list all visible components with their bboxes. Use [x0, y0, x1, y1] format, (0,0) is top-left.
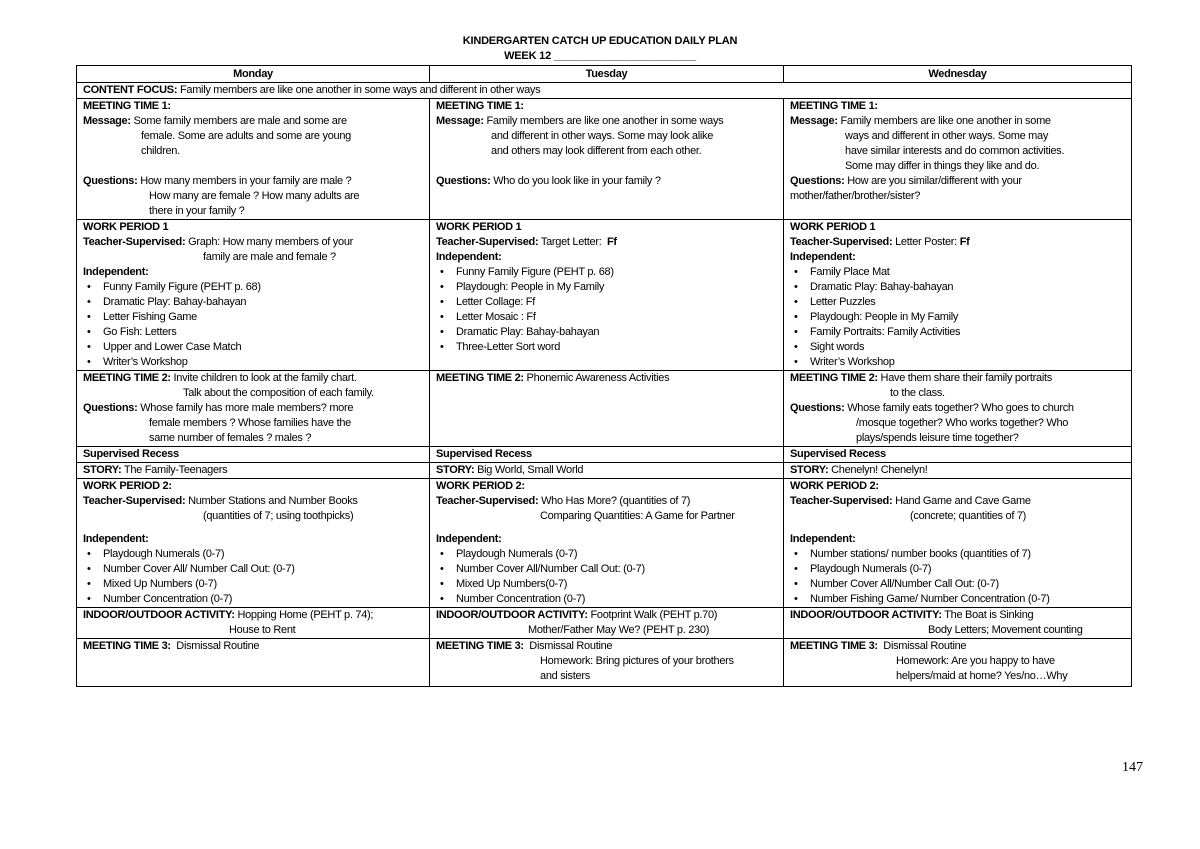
- story-monday: [77, 463, 430, 479]
- section-label: MEETING TIME 3:: [83, 640, 171, 652]
- story-title: The Family-Teenagers: [123, 464, 228, 476]
- activity-text: The Boat is Sinking: [944, 609, 1034, 621]
- independent-label: Independent:: [790, 533, 856, 545]
- work-2-wednesday: [784, 479, 1132, 608]
- question-text: How are you similar/different with your: [847, 175, 1022, 187]
- meeting-text: and sisters: [540, 670, 590, 682]
- questions-label: Questions:: [790, 175, 845, 187]
- question-text: mother/father/brother/sister?: [790, 190, 921, 202]
- section-label: MEETING TIME 3:: [436, 640, 524, 652]
- list-item: • Writer’s Workshop: [790, 355, 1125, 370]
- message-text: Family members are like one another in some: [840, 115, 1051, 127]
- meeting-1-wednesday: [784, 99, 1132, 220]
- list-item: • Letter Collage: Ff: [436, 295, 777, 310]
- question-text: female members ? Whose families have the: [149, 417, 351, 429]
- message-label: Message:: [436, 115, 484, 127]
- section-label: MEETING TIME 3:: [790, 640, 878, 652]
- target-letter: Ff: [959, 236, 970, 248]
- activity-text: Body Letters; Movement counting: [928, 624, 1083, 636]
- questions-label: Questions:: [83, 402, 138, 414]
- list-item: • Playdough Numerals (0-7): [436, 547, 777, 562]
- section-label: MEETING TIME 1:: [790, 100, 878, 112]
- question-text: plays/spends leisure time together?: [856, 432, 1019, 444]
- activity-text: Mother/Father May We? (PEHT p. 230): [528, 624, 710, 636]
- question-text: /mosque together? Who works together? Who: [856, 417, 1069, 429]
- list-item: • Upper and Lower Case Match: [83, 340, 423, 355]
- section-label: WORK PERIOD 2:: [436, 480, 525, 492]
- list-item: • Mixed Up Numbers (0-7): [83, 577, 423, 592]
- meeting-3-monday: [77, 639, 430, 687]
- day-header-row: [77, 66, 1132, 83]
- story-title: Big World, Small World: [477, 464, 584, 476]
- activity-text: Footprint Walk (PEHT p.70): [590, 609, 718, 621]
- story-wednesday: [784, 463, 1132, 479]
- activity-label: INDOOR/OUTDOOR ACTIVITY:: [436, 609, 588, 621]
- section-label: MEETING TIME 2:: [790, 372, 878, 384]
- list-item: • Letter Mosaic : Ff: [436, 310, 777, 325]
- list-item: • Number Cover All/ Number Call Out: (0-7): [83, 562, 423, 577]
- column-header-monday: Monday: [77, 66, 430, 83]
- indoor-tuesday: [430, 608, 784, 639]
- activity-label: INDOOR/OUTDOOR ACTIVITY:: [790, 609, 942, 621]
- daily-plan-table: [76, 65, 1132, 687]
- activity-label: INDOOR/OUTDOOR ACTIVITY:: [83, 609, 235, 621]
- list-item: • Number stations/ number books (quantities of 7): [790, 547, 1125, 562]
- meeting-2-wednesday: [784, 371, 1132, 447]
- content-focus-text: Family members are like one another in some ways and different in other ways: [179, 84, 541, 96]
- meeting-text: Invite children to look at the family chart.: [173, 372, 357, 384]
- teacher-supervised-text: Comparing Quantities: A Game for Partner: [540, 510, 735, 522]
- question-text: Whose family eats together? Who goes to church: [847, 402, 1074, 414]
- section-label: WORK PERIOD 1: [790, 221, 876, 233]
- teacher-supervised-label: Teacher-Supervised:: [436, 236, 539, 248]
- section-label: MEETING TIME 2:: [436, 372, 524, 384]
- message-label: Message:: [790, 115, 838, 127]
- story-row: [77, 463, 1132, 479]
- meeting-text: Dismissal Routine: [176, 640, 260, 652]
- list-item: • Writer’s Workshop: [83, 355, 423, 370]
- teacher-supervised-text: (concrete; quantities of 7): [910, 510, 1027, 522]
- message-text: have similar interests and do common activities.: [845, 145, 1065, 157]
- work-2-tuesday: [430, 479, 784, 608]
- teacher-supervised-label: Teacher-Supervised:: [436, 495, 539, 507]
- teacher-supervised-label: Teacher-Supervised:: [83, 495, 186, 507]
- section-label: MEETING TIME 2:: [83, 372, 171, 384]
- message-text: children.: [141, 145, 180, 157]
- section-label: WORK PERIOD 2:: [790, 480, 879, 492]
- meeting-2-tuesday: [430, 371, 784, 447]
- work-2-monday: [77, 479, 430, 608]
- plan-title: KINDERGARTEN CATCH UP EDUCATION DAILY PLAN: [462, 35, 738, 47]
- message-text: female. Some are adults and some are young: [141, 130, 351, 142]
- list-item: • Dramatic Play: Bahay-bahayan: [83, 295, 423, 310]
- content-focus-row: [77, 83, 1132, 99]
- teacher-supervised-text: Number Stations and Number Books: [188, 495, 358, 507]
- story-label: STORY:: [790, 464, 829, 476]
- questions-label: Questions:: [436, 175, 491, 187]
- story-title: Chenelyn! Chenelyn!: [831, 464, 928, 476]
- activity-text: Hopping Home (PEHT p. 74);: [237, 609, 374, 621]
- message-text: and different in other ways. Some may look alike: [491, 130, 714, 142]
- message-text: and others may look different from each other.: [491, 145, 702, 157]
- teacher-supervised-text: family are male and female ?: [203, 251, 336, 263]
- meeting-text: Phonemic Awareness Activities: [526, 372, 670, 384]
- meeting-3-tuesday: [430, 639, 784, 687]
- independent-label: Independent:: [436, 533, 502, 545]
- list-item: • Family Place Mat: [790, 265, 1125, 280]
- list-item: • Dramatic Play: Bahay-bahayan: [436, 325, 777, 340]
- section-label: WORK PERIOD 1: [83, 221, 169, 233]
- work-1-wednesday: [784, 220, 1132, 371]
- question-text: How many are female ? How many adults are: [149, 190, 360, 202]
- section-label: MEETING TIME 1:: [83, 100, 171, 112]
- recess-tuesday: Supervised Recess: [430, 447, 784, 463]
- message-text: Family members are like one another in some ways: [486, 115, 724, 127]
- teacher-supervised-label: Teacher-Supervised:: [790, 236, 893, 248]
- column-header-tuesday: Tuesday: [430, 66, 784, 83]
- meeting-time-1-row: [77, 99, 1132, 220]
- list-item: • Family Portraits: Family Activities: [790, 325, 1125, 340]
- meeting-text: Dismissal Routine: [529, 640, 613, 652]
- independent-list: [790, 265, 1125, 370]
- list-item: • Number Concentration (0-7): [436, 592, 777, 607]
- message-label: Message:: [83, 115, 131, 127]
- list-item: • Letter Puzzles: [790, 295, 1125, 310]
- independent-list: [790, 547, 1125, 607]
- question-text: there in your family ?: [149, 205, 245, 217]
- teacher-supervised-label: Teacher-Supervised:: [790, 495, 893, 507]
- meeting-text: Have them share their family portraits: [880, 372, 1052, 384]
- column-header-wednesday: Wednesday: [784, 66, 1132, 83]
- list-item: • Number Fishing Game/ Number Concentration (0-7): [790, 592, 1125, 607]
- meeting-time-2-row: [77, 371, 1132, 447]
- recess-row: [77, 447, 1132, 463]
- list-item: • Three-Letter Sort word: [436, 340, 777, 355]
- list-item: • Funny Family Figure (PEHT p. 68): [83, 280, 423, 295]
- meeting-1-monday: [77, 99, 430, 220]
- story-label: STORY:: [83, 464, 122, 476]
- list-item: • Funny Family Figure (PEHT p. 68): [436, 265, 777, 280]
- indoor-outdoor-row: [77, 608, 1132, 639]
- list-item: • Dramatic Play: Bahay-bahayan: [790, 280, 1125, 295]
- independent-label: Independent:: [83, 533, 149, 545]
- list-item: • Playdough Numerals (0-7): [790, 562, 1125, 577]
- questions-label: Questions:: [790, 402, 845, 414]
- week-label: WEEK 12 ________________________: [504, 50, 696, 62]
- independent-list: [83, 280, 423, 370]
- message-text: ways and different in other ways. Some may: [845, 130, 1049, 142]
- meeting-2-monday: [77, 371, 430, 447]
- work-period-2-row: [77, 479, 1132, 608]
- teacher-supervised-text: Target Letter:: [540, 236, 602, 248]
- section-label: WORK PERIOD 1: [436, 221, 522, 233]
- meeting-text: Homework: Are you happy to have: [896, 655, 1055, 667]
- work-1-monday: [77, 220, 430, 371]
- list-item: • Number Concentration (0-7): [83, 592, 423, 607]
- question-text: Who do you look like in your family ?: [493, 175, 661, 187]
- independent-list: [436, 547, 777, 607]
- meeting-1-tuesday: [430, 99, 784, 220]
- section-label: WORK PERIOD 2:: [83, 480, 172, 492]
- list-item: • Playdough Numerals (0-7): [83, 547, 423, 562]
- message-text: Some family members are male and some are: [133, 115, 347, 127]
- teacher-supervised-text: (quantities of 7; using toothpicks): [203, 510, 354, 522]
- independent-list: [83, 547, 423, 607]
- teacher-supervised-label: Teacher-Supervised:: [83, 236, 186, 248]
- list-item: • Sight words: [790, 340, 1125, 355]
- list-item: • Number Cover All/Number Call Out: (0-7): [790, 577, 1125, 592]
- list-item: • Playdough: People in My Family: [436, 280, 777, 295]
- teacher-supervised-text: Hand Game and Cave Game: [895, 495, 1031, 507]
- meeting-text: Homework: Bring pictures of your brothers: [540, 655, 734, 667]
- list-item: • Go Fish: Letters: [83, 325, 423, 340]
- section-label: MEETING TIME 1:: [436, 100, 524, 112]
- recess-wednesday: Supervised Recess: [784, 447, 1132, 463]
- content-focus-label: CONTENT FOCUS:: [83, 84, 178, 96]
- message-text: Some may differ in things they like and do.: [845, 160, 1040, 172]
- meeting-text: helpers/maid at home? Yes/no…Why: [896, 670, 1068, 682]
- question-text: Whose family has more male members? more: [140, 402, 354, 414]
- meeting-time-3-row: [77, 639, 1132, 687]
- independent-label: Independent:: [436, 251, 502, 263]
- meeting-text: Talk about the composition of each family.: [183, 387, 374, 399]
- list-item: • Mixed Up Numbers(0-7): [436, 577, 777, 592]
- question-text: same number of females ? males ?: [149, 432, 312, 444]
- target-letter: Ff: [607, 236, 617, 248]
- page-number: 147: [1122, 760, 1143, 775]
- questions-label: Questions:: [83, 175, 138, 187]
- work-1-tuesday: [430, 220, 784, 371]
- question-text: How many members in your family are male ?: [140, 175, 352, 187]
- list-item: • Number Cover All/Number Call Out: (0-7): [436, 562, 777, 577]
- teacher-supervised-text: Who Has More? (quantities of 7): [541, 495, 691, 507]
- independent-list: [436, 265, 777, 355]
- indoor-monday: [77, 608, 430, 639]
- content-focus-cell: [77, 83, 1132, 99]
- meeting-text: Dismissal Routine: [883, 640, 967, 652]
- recess-monday: Supervised Recess: [77, 447, 430, 463]
- independent-label: Independent:: [790, 251, 856, 263]
- story-tuesday: [430, 463, 784, 479]
- indoor-wednesday: [784, 608, 1132, 639]
- story-label: STORY:: [436, 464, 475, 476]
- list-item: • Letter Fishing Game: [83, 310, 423, 325]
- activity-text: House to Rent: [229, 624, 296, 636]
- work-period-1-row: [77, 220, 1132, 371]
- list-item: • Playdough: People in My Family: [790, 310, 1125, 325]
- teacher-supervised-text: Graph: How many members of your: [188, 236, 354, 248]
- meeting-text: to the class.: [890, 387, 945, 399]
- meeting-3-wednesday: [784, 639, 1132, 687]
- teacher-supervised-text: Letter Poster:: [895, 236, 957, 248]
- independent-label: Independent:: [83, 266, 149, 278]
